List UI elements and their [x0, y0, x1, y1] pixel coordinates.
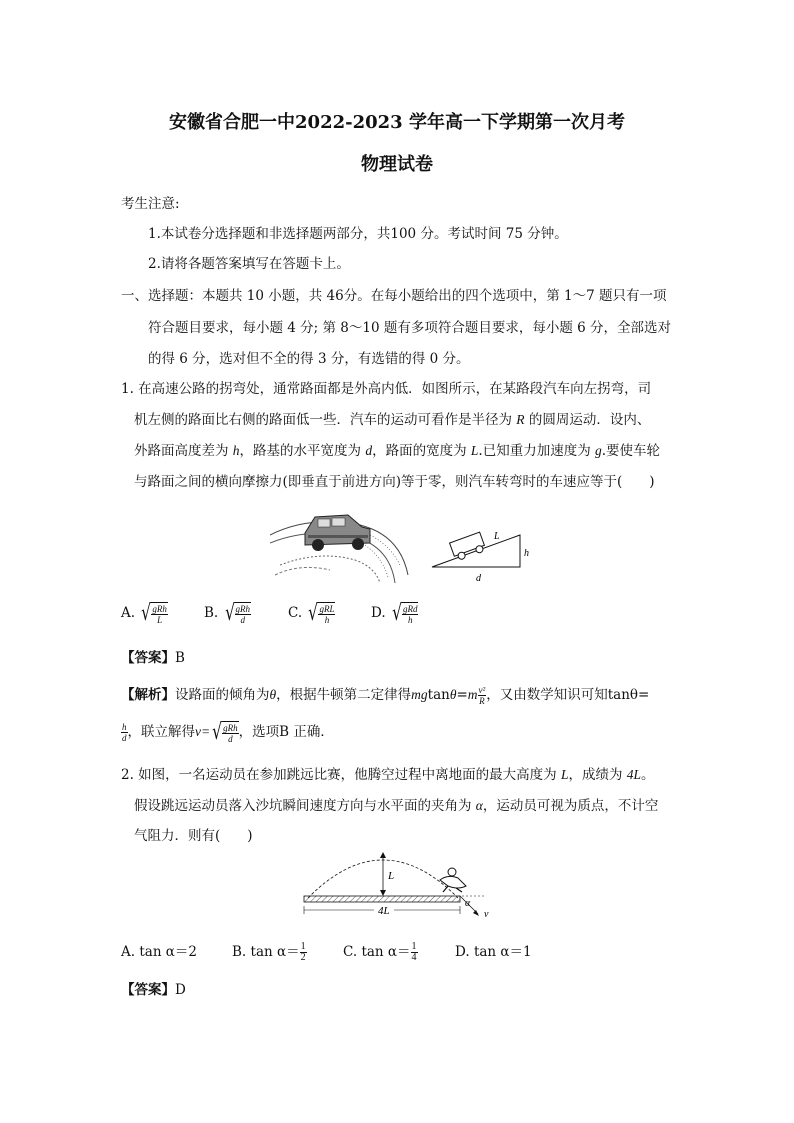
page-subtitle: 物理试卷	[361, 154, 433, 175]
q2-option-d[interactable]: D. tan α＝1	[455, 944, 532, 960]
q2-option-b[interactable]: B. tan α＝ $\frac{1}{2}$	[232, 941, 306, 963]
notice-heading: 考生注意:	[121, 196, 180, 212]
jump-label-alpha: α	[465, 898, 471, 909]
section-1-line-1: 一、选择题：本题共 10 小题，共 46分。在每小题给出的四个选项中，第 1～7 题只有一项	[121, 288, 667, 304]
q1-answer: 【答案】B	[121, 650, 185, 666]
long-jump-diagram	[298, 846, 498, 918]
car-block-icon	[450, 532, 487, 561]
q1-analysis-line-1: 【解析】设路面的倾角为θ，根据牛顿第二定律得mgtanθ=m $\frac{\text{v²}}{R}$ ，又由数学知识可知tanθ=	[121, 685, 650, 706]
q2-option-c[interactable]: C. tan α＝ $\frac{1}{4}$	[343, 941, 417, 963]
jump-label-L: L	[388, 870, 395, 882]
q2-option-a[interactable]: A. tan α＝2	[121, 944, 198, 960]
page-title: 安徽省合肥一中2022-2023 学年高一下学期第一次月考	[169, 112, 625, 133]
notice-item-2: 2.请将各题答案填写在答题卡上。	[148, 256, 350, 272]
q1-line-4: 与路面之间的横向摩擦力(即垂直于前进方向)等于零，则汽车转弯时的车速应等于( )	[134, 474, 655, 490]
car-icon	[305, 515, 370, 551]
q1-option-a[interactable]: A. √ $\frac{\text{gRh}}{L}$	[121, 600, 167, 626]
notice-item-1: 1.本试卷分选择题和非选择题两部分，共100 分。考试时间 75 分钟。	[148, 226, 568, 242]
q1-line-2: 机左侧的路面比右侧的路面低一些．汽车的运动可看作是半径为 R 的圆周运动．设内、	[134, 412, 651, 428]
q1-option-b[interactable]: B. √ $\frac{\text{gRh}}{d}$	[204, 600, 251, 626]
q1-line-3: 外路面高度差为 h，路基的水平宽度为 d，路面的宽度为 L.已知重力加速度为 g.要使车轮	[134, 443, 661, 459]
incline-diagram	[428, 525, 538, 585]
jump-label-v: v	[484, 909, 489, 918]
jump-label-4L: 4L	[378, 905, 390, 917]
incline-label-L: L	[494, 531, 500, 542]
q1-analysis-line-2: $\frac{h}{d}$ ，联立解得v= √ $\frac{\text{gRh}}{d}$ ，选项B 正确．	[122, 719, 334, 745]
q1-option-c[interactable]: C. √ $\frac{\text{gRL}}{h}$	[288, 600, 335, 626]
car-turning-image	[270, 505, 410, 585]
incline-label-h: h	[524, 548, 529, 559]
q1-line-1: 1. 在高速公路的拐弯处，通常路面都是外高内低．如图所示，在某路段汽车向左拐弯，司	[121, 381, 652, 397]
section-1-line-2: 符合题目要求，每小题 4 分; 第 8～10 题有多项符合题目要求，每小题 6 分，全部选对	[148, 320, 672, 336]
q2-line-3: 气阻力．则有( )	[134, 828, 253, 844]
q2-answer: 【答案】D	[121, 982, 186, 998]
section-1-line-3: 的得 6 分，选对但不全的得 3 分，有选错的得 0 分。	[148, 351, 470, 367]
jumper-icon	[440, 868, 466, 892]
q1-option-d[interactable]: D. √ $\frac{\text{gRd}}{h}$	[371, 600, 418, 626]
incline-label-d: d	[476, 573, 481, 584]
q2-line-1: 2. 如图，一名运动员在参加跳远比赛，他腾空过程中离地面的最大高度为 L，成绩为 4L。	[121, 767, 655, 783]
q2-line-2: 假设跳远运动员落入沙坑瞬间速度方向与水平面的夹角为 α，运动员可视为质点，不计空	[134, 798, 659, 814]
